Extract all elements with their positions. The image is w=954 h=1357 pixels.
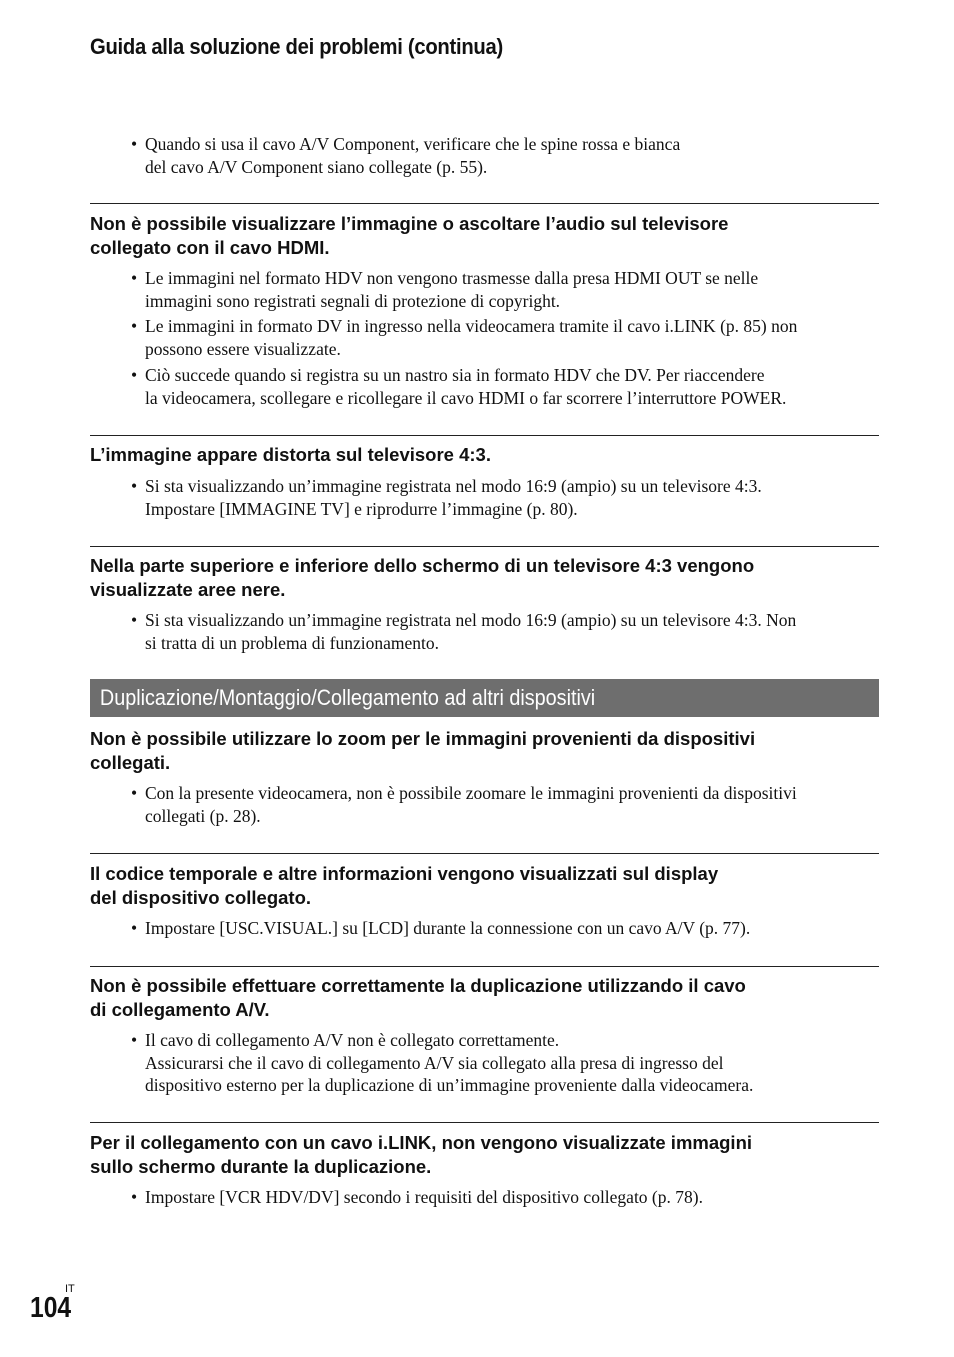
bullet-item: • Ciò succede quando si registra su un nastro sia in formato HDV che DV. Per riaccendere la videocamera, scollegare e ricollegare il cavo HDMI o far scorrere l’interruttore POWER. [131, 365, 787, 408]
issue-heading: L’immagine appare distorta sul televisore 4:3. [90, 444, 491, 465]
bullet-item: • Le immagini nel formato HDV non vengono trasmesse dalla presa HDMI OUT se nelle immagini sono registrati segnali di protezione di copyright. [131, 268, 759, 311]
bullet-icon: • [131, 783, 138, 803]
language-code: IT [65, 1283, 75, 1295]
divider [90, 1122, 879, 1123]
bullet-icon: • [131, 268, 138, 288]
section-title-bar: Duplicazione/Montaggio/Collegamento ad altri dispositivi [90, 679, 879, 717]
bullet-icon: • [131, 134, 138, 154]
bullet-icon: • [131, 610, 138, 630]
page-number: 104 [30, 1292, 72, 1324]
issue-heading: Non è possibile utilizzare lo zoom per le immagini provenienti da dispositivi collegati. [90, 728, 756, 773]
divider [90, 966, 879, 967]
bullet-item: • Impostare [VCR HDV/DV] secondo i requisiti del dispositivo collegato (p. 78). [131, 1187, 703, 1207]
bullet-item: • Si sta visualizzando un’immagine registrata nel modo 16:9 (ampio) su un televisore 4:3. Impostare [IMMAGINE TV] e riprodurre l’immagine (p. 80). [131, 476, 762, 519]
bullet-icon: • [131, 476, 138, 496]
bullet-icon: • [131, 918, 138, 938]
issue-heading: Nella parte superiore e inferiore dello schermo di un televisore 4:3 vengono visualizzate aree nere. [90, 555, 755, 600]
bullet-icon: • [131, 316, 138, 336]
divider [90, 203, 879, 204]
bullet-item: • Quando si usa il cavo A/V Component, verificare che le spine rossa e bianca del cavo A/V Component siano collegate (p. 55). [131, 134, 681, 177]
bullet-icon: • [131, 1187, 138, 1207]
bullet-item: • Il cavo di collegamento A/V non è collegato correttamente. Assicurarsi che il cavo di collegamento A/V sia collegato alla presa di ingresso del dispositivo esterno per la duplicazione di un’immagine proveniente dalla videocamera. [131, 1030, 754, 1095]
bullet-item: • Le immagini in formato DV in ingresso nella videocamera tramite il cavo i.LINK (p. 85) non possono essere visualizzate. [131, 316, 798, 359]
divider [90, 435, 879, 436]
bullet-icon: • [131, 365, 138, 385]
divider [90, 853, 879, 854]
divider [90, 546, 879, 547]
bullet-item: • Si sta visualizzando un’immagine registrata nel modo 16:9 (ampio) su un televisore 4:3. Non si tratta di un problema di funzionamento. [131, 610, 797, 653]
bullet-item: • Con la presente videocamera, non è possibile zoomare le immagini provenienti da dispositivi collegati (p. 28). [131, 783, 797, 826]
issue-heading: Per il collegamento con un cavo i.LINK, non vengono visualizzate immagini sullo schermo durante la duplicazione. [90, 1132, 753, 1177]
issue-heading: Il codice temporale e altre informazioni vengono visualizzati sul display del dispositivo collegato. [90, 863, 719, 908]
issue-heading: Non è possibile effettuare correttamente la duplicazione utilizzando il cavo di collegamento A/V. [90, 975, 746, 1020]
bullet-item: • Impostare [USC.VISUAL.] su [LCD] durante la connessione con un cavo A/V (p. 77). [131, 918, 751, 938]
issue-heading: Non è possibile visualizzare l’immagine o ascoltare l’audio sul televisore collegato con il cavo HDMI. [90, 213, 729, 258]
running-header: Guida alla soluzione dei problemi (continua) [90, 34, 503, 59]
bullet-icon: • [131, 1030, 138, 1050]
